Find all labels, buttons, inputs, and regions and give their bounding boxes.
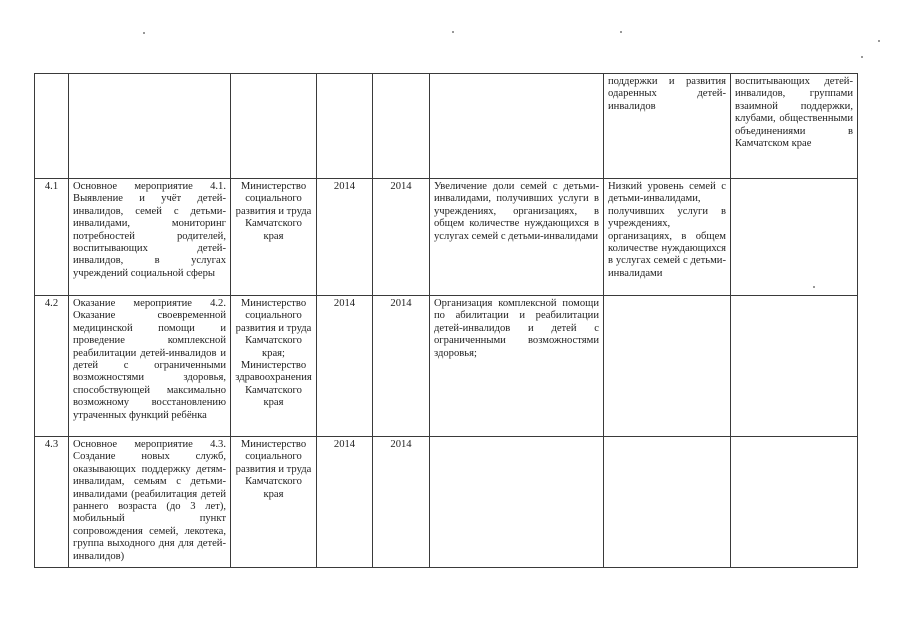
- start-year-cell: [317, 74, 373, 179]
- start-year-cell: 2014: [317, 296, 373, 437]
- consequences-cell: [604, 437, 731, 568]
- executor-cell: Министерство социального развития и труда Камчатского края; Министерство здравоохранения Камчатского края: [231, 296, 317, 437]
- scan-speck: [878, 40, 880, 42]
- scan-speck: [620, 31, 622, 33]
- row-number: [35, 74, 69, 179]
- table-row: [35, 74, 858, 179]
- relation-cell: [731, 296, 858, 437]
- scan-speck: [452, 31, 454, 33]
- expected-result-cell: Увеличение доли семей с детьми-инвалидами, получивших услуги в учреждениях, организациях, в общем количестве нуждающихся в услугах семей с детьми-инвалидами: [430, 179, 604, 296]
- executor-cell: Министерство социального развития и труда Камчатского края: [231, 437, 317, 568]
- consequences-cell: [604, 296, 731, 437]
- event-cell: Основное мероприятие 4.3. Создание новых служб, оказывающих поддержку детям-инвалидам, семьям с детьми-инвалидами (реабилитация детей раннего возраста (до 3 лет), мобильный пункт сопровождения семей, лекотека, группа выходного дня для детей-инвалидов): [69, 437, 231, 568]
- scan-speck: [861, 56, 863, 58]
- consequences-cell: Низкий уровень семей с детьми-инвалидами, получивших услуги в учреждениях, организациях, в общем количестве нуждающихся в услугах семей с детьми-инвалидами: [604, 179, 731, 296]
- row-number: 4.3: [35, 437, 69, 568]
- table-row: [35, 437, 858, 568]
- executor-cell: [231, 74, 317, 179]
- expected-result-cell: Организация комплексной помощи по абилитации и реабилитации детей-инвалидов и детей с ограниченными возможностями здоровья;: [430, 296, 604, 437]
- table-row: [35, 296, 858, 437]
- scan-speck: [143, 32, 145, 34]
- row-number: 4.2: [35, 296, 69, 437]
- event-cell: Оказание мероприятие 4.2. Оказание своевременной медицинской помощи и проведение комплексной реабилитации детей-инвалидов и детей с ограниченными возможностями здоровья, способствующей максимально возможному восстановлению утраченных функций ребёнка: [69, 296, 231, 437]
- event-cell: [69, 74, 231, 179]
- row-number: 4.1: [35, 179, 69, 296]
- end-year-cell: 2014: [373, 437, 430, 568]
- event-cell: Основное мероприятие 4.1. Выявление и учёт детей-инвалидов, семей с детьми-инвалидами, мониторинг потребностей родителей, воспитывающих детей-инвалидов, в услугах учреждений социальной сферы: [69, 179, 231, 296]
- program-events-table: [34, 73, 858, 568]
- end-year-cell: [373, 74, 430, 179]
- relation-cell: воспитывающих детей-инвалидов, группами взаимной поддержки, клубами, общественными объединениями в Камчатском крае: [731, 74, 858, 179]
- consequences-cell: поддержки и развития одаренных детей-инвалидов: [604, 74, 731, 179]
- start-year-cell: 2014: [317, 437, 373, 568]
- end-year-cell: 2014: [373, 296, 430, 437]
- relation-cell: [731, 179, 858, 296]
- start-year-cell: 2014: [317, 179, 373, 296]
- expected-result-cell: [430, 74, 604, 179]
- executor-cell: Министерство социального развития и труда Камчатского края: [231, 179, 317, 296]
- table-row: [35, 179, 858, 296]
- end-year-cell: 2014: [373, 179, 430, 296]
- relation-cell: [731, 437, 858, 568]
- expected-result-cell: [430, 437, 604, 568]
